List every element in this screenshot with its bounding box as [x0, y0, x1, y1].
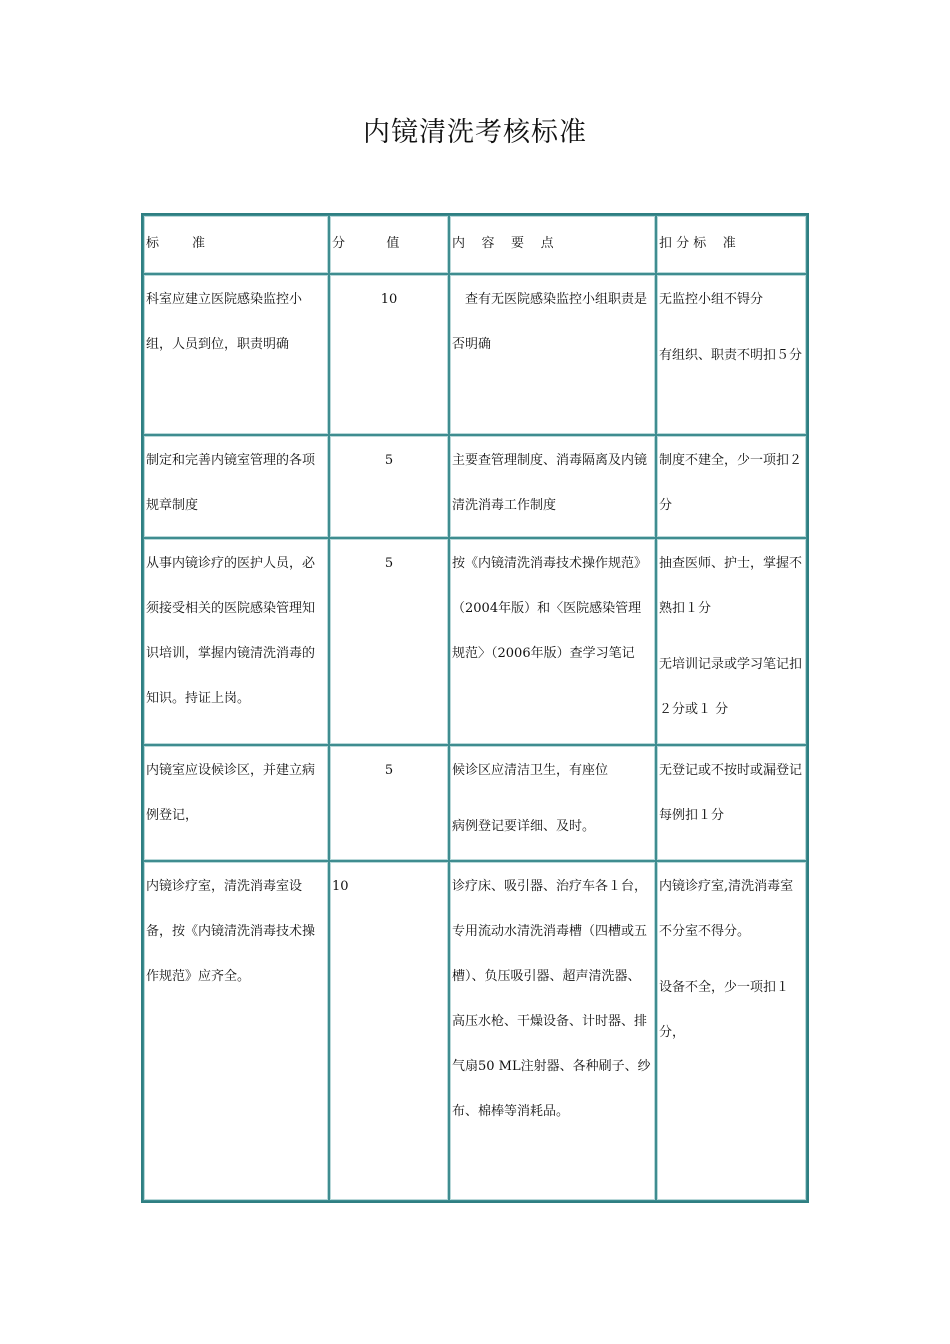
- content-cell: 按《内镜清洗消毒技术操作规范》（2004年版）和〈医院感染管理规范〉（2006年版）查学习笔记: [449, 538, 656, 745]
- table-header-row: [143, 215, 807, 274]
- deduction-line: 抽查医师、护士，掌握不熟扣１分: [659, 556, 803, 616]
- table-row: [143, 435, 807, 538]
- deduction-line: 有组织、职责不明扣５分: [659, 348, 803, 363]
- deduction-cell: [656, 538, 807, 745]
- deduction-line: 无登记或不按时或漏登记每例扣１分: [659, 763, 803, 823]
- standard-cell: 内镜诊疗室，清洗消毒室设备，按《内镜清洗消毒技术操作规范》应齐全。: [143, 861, 329, 1201]
- score-cell: 10: [329, 861, 449, 1201]
- content-line: 候诊区应清洁卫生，有座位: [452, 763, 609, 778]
- deduction-cell: [656, 745, 807, 861]
- deduction-cell: [656, 861, 807, 1201]
- score-cell: 10: [329, 274, 449, 435]
- score-cell: 5: [329, 745, 449, 861]
- deduction-cell: [656, 435, 807, 538]
- content-cell: 查有无医院感染监控小组职责是否明确: [449, 274, 656, 435]
- table-row: [143, 538, 807, 745]
- score-cell: 5: [329, 435, 449, 538]
- header-content: 内 容 要 点: [449, 215, 656, 274]
- content-cell: [449, 745, 656, 861]
- table-row: [143, 745, 807, 861]
- score-cell: 5: [329, 538, 449, 745]
- deduction-cell: [656, 274, 807, 435]
- header-standard: 标 准: [143, 215, 329, 274]
- deduction-line: 无培训记录或学习笔记扣２分或１ 分: [659, 657, 803, 717]
- table-row: [143, 274, 807, 435]
- content-cell: 主要查管理制度、消毒隔离及内镜清洗消毒工作制度: [449, 435, 656, 538]
- deduction-line: 设备不全，少一项扣１分，: [659, 980, 790, 1040]
- standard-cell: 从事内镜诊疗的医护人员，必须接受相关的医院感染管理知识培训，掌握内镜清洗消毒的知识。持证上岗。: [143, 538, 329, 745]
- standard-cell: 科室应建立医院感染监控小组，人员到位，职责明确: [143, 274, 329, 435]
- page-title: 内镜清洗考核标准: [363, 117, 587, 148]
- header-score: 分 值: [329, 215, 449, 274]
- deduction-line: 制度不建全，少一项扣２分: [659, 453, 803, 513]
- deduction-line: 无监控小组不锝分: [659, 292, 764, 307]
- header-deduction: 扣 分 标 准: [656, 215, 807, 274]
- standard-cell: 内镜室应设候诊区，并建立病例登记，: [143, 745, 329, 861]
- content-cell: 诊疗床、吸引器、治疗车各１台，专用流动水清洗消毒槽（四槽或五槽）、负压吸引器、超声清洗器、高压水枪、干燥设备、计时器、排气扇50 ML注射器、各种刷子、纱布、棉棒等消耗品。: [449, 861, 656, 1201]
- standard-cell: 制定和完善内镜室管理的各项规章制度: [143, 435, 329, 538]
- content-line: 病例登记要详细、及时。: [452, 819, 596, 834]
- assessment-table: [141, 213, 809, 1203]
- table-row: [143, 861, 807, 1201]
- deduction-line: 内镜诊疗室,清洗消毒室不分室不得分。: [659, 879, 794, 939]
